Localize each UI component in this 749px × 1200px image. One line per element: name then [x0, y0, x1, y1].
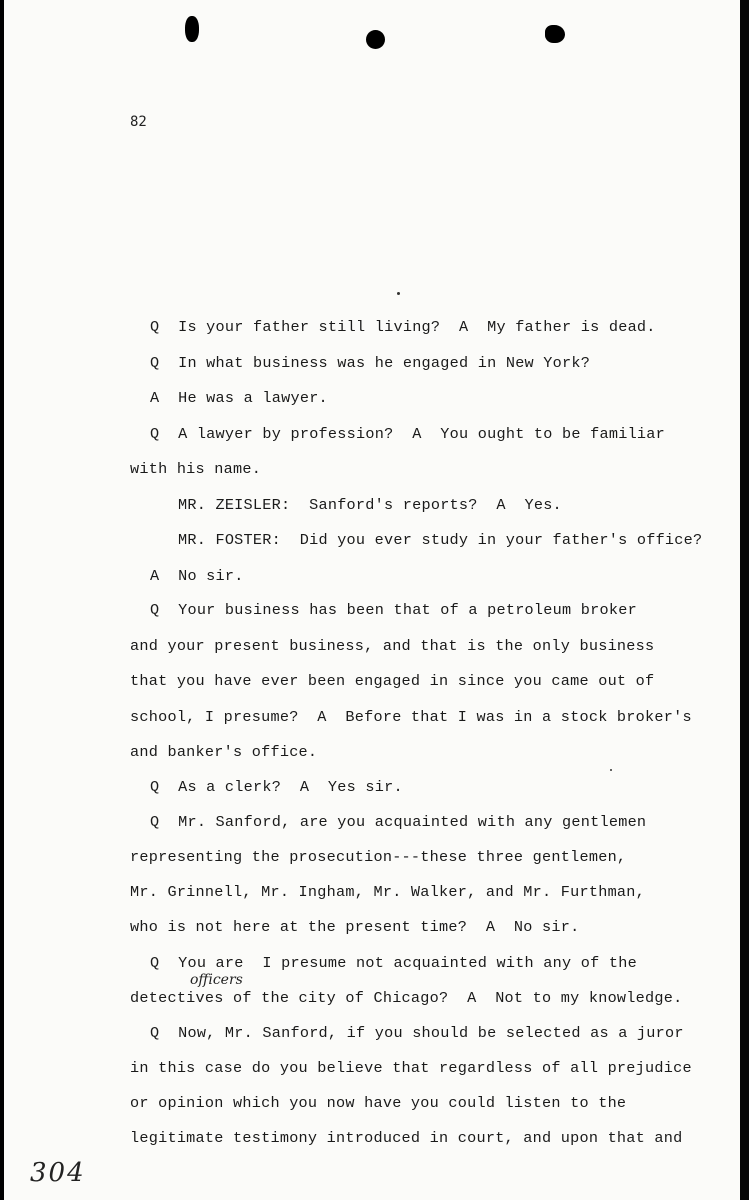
speck: [397, 292, 400, 295]
handwritten-insert-officers: officers: [190, 972, 243, 988]
transcript-line-19: Q You are I presume not acquainted with any of the: [150, 954, 637, 972]
handwritten-page-stamp: 304: [30, 1158, 86, 1188]
transcript-line-11: that you have ever been engaged in since you came out of: [130, 672, 655, 690]
transcript-line-10: and your present business, and that is the only business: [130, 637, 655, 655]
transcript-line-18: who is not here at the present time? A No sir.: [130, 918, 580, 936]
transcript-line-23: or opinion which you now have you could listen to the: [130, 1094, 627, 1112]
transcript-line-21: Q Now, Mr. Sanford, if you should be selected as a juror: [150, 1024, 684, 1042]
transcript-line-13: and banker's office.: [130, 743, 318, 761]
scan-edge: [740, 0, 749, 1200]
transcript-line-2: Q In what business was he engaged in New York?: [150, 354, 591, 372]
transcript-line-20: detectives of the city of Chicago? A Not to my knowledge.: [130, 989, 683, 1007]
transcript-line-16: representing the prosecution---these three gentlemen,: [130, 848, 627, 866]
transcript-line-22: in this case do you believe that regardless of all prejudice: [130, 1059, 692, 1077]
transcript-line-6: MR. ZEISLER: Sanford's reports? A Yes.: [178, 496, 562, 514]
transcript-line-14: Q As a clerk? A Yes sir.: [150, 778, 403, 796]
page-number: 82: [130, 114, 147, 130]
punch-hole-right: [545, 25, 565, 43]
transcript-line-4: Q A lawyer by profession? A You ought to be familiar: [150, 425, 666, 443]
punch-hole-center: [366, 30, 385, 49]
transcript-line-1: Q Is your father still living? A My father is dead.: [150, 318, 656, 336]
transcript-line-7: MR. FOSTER: Did you ever study in your father's office?: [178, 531, 703, 549]
transcript-line-15: Q Mr. Sanford, are you acquainted with any gentlemen: [150, 813, 647, 831]
transcript-line-3: A He was a lawyer.: [150, 389, 328, 407]
speck: [610, 769, 612, 771]
transcript-line-5: with his name.: [130, 460, 262, 478]
transcript-line-12: school, I presume? A Before that I was in a stock broker's: [130, 708, 692, 726]
punch-hole-left: [185, 16, 199, 42]
transcript-line-17: Mr. Grinnell, Mr. Ingham, Mr. Walker, and Mr. Furthman,: [130, 883, 646, 901]
transcript-line-9: Q Your business has been that of a petroleum broker: [150, 601, 637, 619]
transcript-line-8: A No sir.: [150, 567, 244, 585]
transcript-line-24: legitimate testimony introduced in court, and upon that and: [130, 1129, 683, 1147]
transcript-page: [4, 0, 740, 1200]
